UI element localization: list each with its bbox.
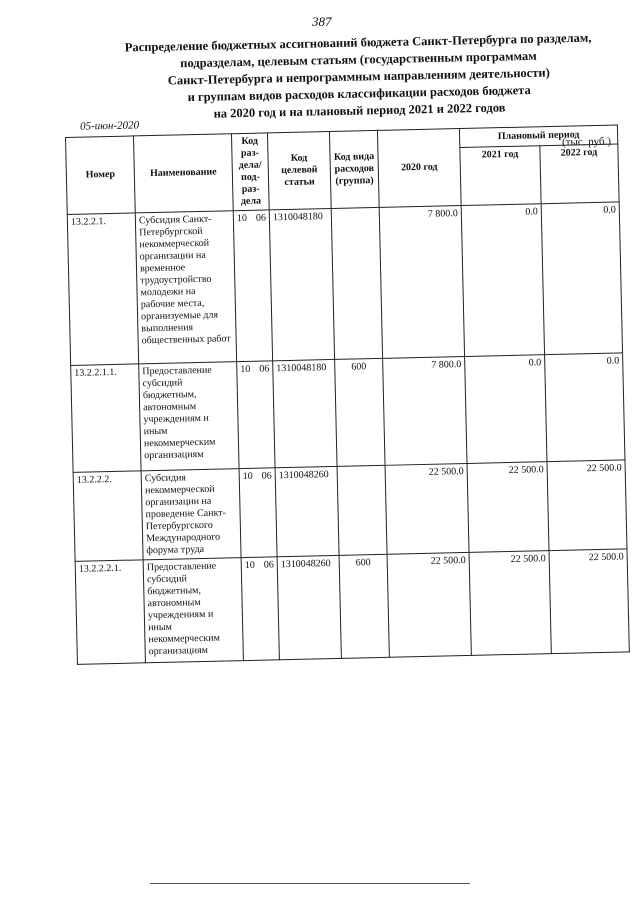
subsection: 06 (261, 470, 272, 482)
row-expense-type (337, 465, 387, 555)
row-2020-amount: 22 500.0 (385, 463, 469, 554)
title-line: подразделам, целевым статьям (государственным программам (180, 48, 537, 71)
table-row (75, 549, 629, 664)
header-name: Наименование (133, 134, 233, 213)
header-year-2020: 2020 год (377, 129, 461, 208)
row-target-code: 1310048180 (273, 359, 337, 467)
row-number: 13.2.2.2. (73, 471, 143, 562)
row-2022-amount: 22 500.0 (547, 460, 627, 551)
section: 10 (244, 559, 255, 572)
section: 10 (236, 212, 248, 225)
title-line: на 2020 год и на плановый период 2021 и 2022 годов (213, 100, 506, 121)
row-2021-amount: 22 500.0 (467, 462, 549, 553)
row-section-code (241, 557, 279, 661)
row-2021-amount: 0.0 (465, 355, 547, 464)
row-expense-type: 600 (339, 554, 389, 658)
row-name: Субсидия Санкт-Петербургской некоммерческой организации на временное трудоустройство молодежи на рабочие места, организуемые для выполнения общественных работ (135, 211, 236, 364)
title-line: Распределение бюджетных ассигнований бюджета Санкт-Петербурга по разделам, (124, 30, 592, 55)
row-name: Субсидия некоммерческой организации на проведение Санкт-Петербургского Международного форума труда (141, 469, 241, 560)
row-2020-amount: 7 800.0 (383, 356, 467, 465)
units-label: (тыс. руб.) (561, 135, 612, 149)
table-row (73, 460, 627, 562)
row-2021-amount: 22 500.0 (469, 551, 551, 656)
page-number: 387 (312, 14, 332, 29)
row-target-code: 1310048180 (269, 208, 334, 360)
header-year-2022: 2022 год (540, 144, 619, 204)
row-expense-type (331, 207, 382, 359)
row-2020-amount: 22 500.0 (387, 552, 471, 657)
row-2022-amount: 22 500.0 (549, 549, 629, 654)
row-2022-amount: 0.0 (545, 353, 625, 462)
row-name: Предоставление субсидий бюджетным, автономным учреждениям и иным некоммерческим организациям (143, 558, 243, 663)
header-plan-period: Плановый период (459, 125, 617, 148)
subsection: 06 (263, 559, 274, 571)
header-number: Номер (66, 136, 136, 215)
footer-divider (150, 883, 470, 884)
row-name: Предоставление субсидий бюджетным, автономным учреждениям и иным некоммерческим организациям (139, 362, 239, 471)
row-section-code (239, 468, 277, 558)
table-row (71, 353, 625, 472)
document-date: 05-июн-2020 (79, 119, 140, 133)
header-expense-type-code: Код вида расходов (группа) (329, 130, 379, 208)
row-section-code (233, 210, 272, 362)
row-section-code (237, 361, 275, 469)
header-section-code: Код раз- дела/ под- раз- дела (231, 133, 269, 211)
budget-table (65, 124, 630, 716)
subsection: 06 (259, 363, 270, 375)
header-year-2021: 2021 год (460, 146, 541, 206)
row-2022-amount: 0.0 (541, 202, 622, 355)
document-title (98, 29, 620, 125)
row-2020-amount: 7 800.0 (379, 206, 464, 359)
header-target-code: Код целевой статьи (267, 131, 331, 209)
row-target-code: 1310048260 (277, 555, 341, 659)
subsection: 06 (255, 212, 267, 224)
title-line: и группам видов расходов классификации расходов бюджета (187, 82, 531, 105)
row-number: 13.2.2.1. (67, 213, 138, 366)
row-2021-amount: 0.0 (461, 204, 544, 357)
title-line: Санкт-Петербурга и непрограммным направлениям деятельности) (167, 65, 550, 88)
row-target-code: 1310048260 (275, 466, 339, 556)
row-number: 13.2.2.1.1. (71, 364, 141, 473)
row-expense-type: 600 (335, 358, 385, 466)
section: 10 (240, 363, 251, 376)
table-row (67, 202, 622, 365)
section: 10 (242, 470, 253, 483)
row-number: 13.2.2.2.1. (75, 560, 145, 665)
